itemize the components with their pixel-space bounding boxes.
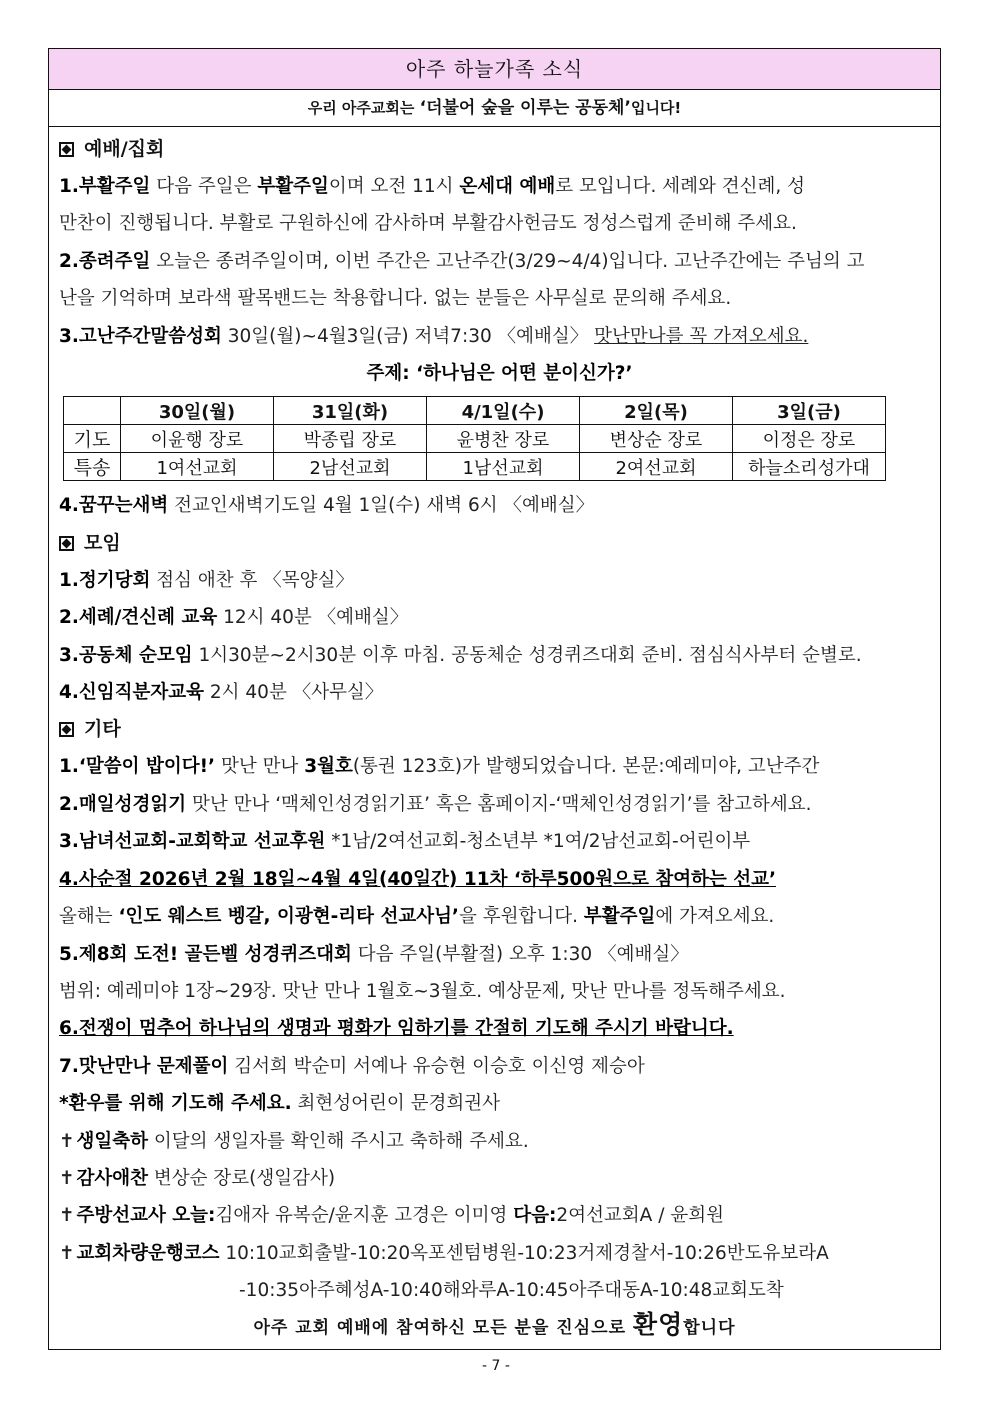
notice-peace-prayer: 6.전쟁이 멈추어 하나님의 생명과 평화가 임하기를 간절히 기도해 주시기 바랍니다. (59, 1018, 734, 1040)
diamond-square-icon (59, 142, 74, 157)
table-cell: 윤병찬 장로 (427, 425, 580, 453)
diamond-square-icon (59, 536, 74, 551)
notice-word-is-bread: 1.‘말씀이 밥이다!’ 맛난 만나 3월호(통권 123호)가 발행되었습니다. 본문:예레미야, 고난주간 (59, 756, 820, 778)
meeting-theme: 주제: ‘하나님은 어떤 분이신가?’ (366, 363, 633, 385)
list-item: 3.공동체 순모임 1시30분~2시30분 이후 마침. 공동체순 성경퀴즈대회 준비. 점심식사부터 순별로. (59, 644, 862, 666)
notice-easter: 1.부활주일 다음 주일은 부활주일이며 오전 11시 온세대 예배로 모입니다. 세례와 견신례, 성 (59, 176, 805, 197)
table-row (64, 453, 886, 481)
table-corner-cell (64, 397, 121, 425)
table-cell: 하늘소리성가대 (733, 453, 886, 481)
cross-icon: ✝ (59, 1242, 75, 1264)
notice-bible-quiz: 5.제8회 도전! 골든벨 성경퀴즈대회 다음 주일(부활절) 오후 1:30 〈예배실〉 (59, 943, 689, 965)
table-row (64, 425, 886, 453)
table-cell: 이정은 장로 (733, 425, 886, 453)
list-item: 1.정기당회 점심 애찬 후 〈목양실〉 (59, 569, 354, 591)
table-cell: 2여선교회 (580, 453, 733, 481)
motto-part-c: 입니다! (630, 99, 682, 117)
table-header-cell: 2일(목) (580, 397, 733, 425)
motto-part-a: 우리 아주교회는 (307, 99, 420, 117)
section-heading-text: 예배/집회 (84, 138, 165, 160)
diamond-square-icon (59, 722, 74, 737)
table-cell: 1남선교회 (427, 453, 580, 481)
bulletin-frame (48, 48, 941, 1350)
notice-vehicle-route: ✝ 교회차량운행코스 10:10교회출발-10:20옥포센텀병원-10:23거제경찰서-10:26반도유보라A (59, 1242, 829, 1264)
bulletin-content (49, 127, 940, 1310)
section-heading-text: 모임 (84, 531, 121, 554)
table-header-cell: 4/1일(수) (427, 397, 580, 425)
table-cell: 박종립 장로 (274, 425, 427, 453)
table-row-label: 기도 (64, 425, 121, 453)
notice-thanks-meal: ✝ 감사애찬 변상순 장로(생일감사) (59, 1167, 336, 1189)
notice-bible-quiz-cont: 범위: 예레미야 1장~29장. 맛난 만나 1월호~3월호. 예상문제, 맛난 만나를 정독해주세요. (59, 980, 786, 1002)
notice-passion-week-meeting: 3.고난주간말씀성회 30일(월)~4월3일(금) 저녁7:30 〈예배실〉 맛난만나를 꼭 가져오세요. (59, 325, 809, 347)
notice-kitchen-team: ✝ 주방선교사 오늘:김애자 유복순/윤지훈 고경은 이미영 다음:2여선교회A / 윤희원 (59, 1205, 724, 1227)
notice-daily-bible: 2.매일성경읽기 맛난 만나 ‘맥체인성경읽기표’ 혹은 홈페이지-‘맥체인성경읽기’를 참고하세요. (59, 793, 812, 815)
cross-icon: ✝ (59, 1205, 75, 1227)
table-header-cell: 30일(월) (121, 397, 274, 425)
table-header-row (64, 397, 886, 425)
table-header-cell: 3일(금) (733, 397, 886, 425)
list-item: 4.신임직분자교육 2시 40분 〈사무실〉 (59, 682, 384, 704)
notice-mission-support: 3.남녀선교회-교회학교 선교후원 *1남/2여선교회-청소년부 *1여/2남선교회-어린이부 (59, 831, 751, 853)
table-header-cell: 31일(화) (274, 397, 427, 425)
section-heading-text: 기타 (84, 718, 121, 741)
welcome-message: 아주 교회 예배에 참여하신 모든 분을 진심으로 환영합니다 (253, 1310, 736, 1339)
table-cell: 변상순 장로 (580, 425, 733, 453)
motto-part-b: ‘더불어 숲을 이루는 공동체’ (419, 98, 631, 118)
notice-palm-sunday: 2.종려주일 오늘은 종려주일이며, 이번 주간은 고난주간(3/29~4/4)입니다. 고난주간에는 주님의 고 (59, 250, 865, 272)
page-title: 아주 하늘가족 소식 (49, 49, 940, 90)
notice-vehicle-route-cont: -10:35아주혜성A-10:40해와루A-10:45아주대동A-10:48교회도착 (239, 1280, 784, 1302)
table-cell: 2남선교회 (274, 453, 427, 481)
section-heading-worship (59, 131, 940, 168)
section-heading-meetings (59, 525, 940, 562)
notice-easter-cont: 만찬이 진행됩니다. 부활로 구원하신에 감사하며 부활감사헌금도 정성스럽게 준비해 주세요. (59, 213, 797, 235)
notice-lent-mission-cont: 올해는 ‘인도 웨스트 벵갈, 이광현-리타 선교사님’을 후원합니다. 부활주일에 가져오세요. (59, 906, 775, 928)
cross-icon: ✝ (59, 1167, 75, 1189)
notice-lent-mission: 4.사순절 2026년 2월 18일~4월 4일(40일간) 11차 ‘하루500원으로 참여하는 선교’ (59, 868, 777, 890)
cross-icon: ✝ (59, 1130, 75, 1152)
table-cell: 이윤행 장로 (121, 425, 274, 453)
notice-quiz-solvers: 7.맛난만나 문제풀이 김서희 박순미 서예나 유승현 이승호 이신영 제승아 (59, 1055, 645, 1077)
table-row-label: 특송 (64, 453, 121, 481)
table-cell: 1여선교회 (121, 453, 274, 481)
notice-birthday: ✝ 생일축하 이달의 생일자를 확인해 주시고 축하해 주세요. (59, 1130, 529, 1152)
page-number: - 7 - (482, 1358, 510, 1374)
section-heading-others (59, 711, 940, 748)
list-item: 2.세례/견신례 교육 12시 40분 〈예배실〉 (59, 607, 409, 629)
notice-dawn-prayer: 4.꿈꾸는새벽 전교인새벽기도일 4월 1일(수) 새벽 6시 〈예배실〉 (59, 495, 595, 517)
schedule-table (63, 396, 886, 481)
notice-palm-sunday-cont: 난을 기억하며 보라색 팔목밴드는 착용합니다. 없는 분들은 사무실로 문의해 주세요. (59, 288, 732, 310)
church-motto (49, 90, 940, 127)
notice-sick-prayer: *환우를 위해 기도해 주세요. 최현성어린이 문경희권사 (59, 1093, 500, 1115)
